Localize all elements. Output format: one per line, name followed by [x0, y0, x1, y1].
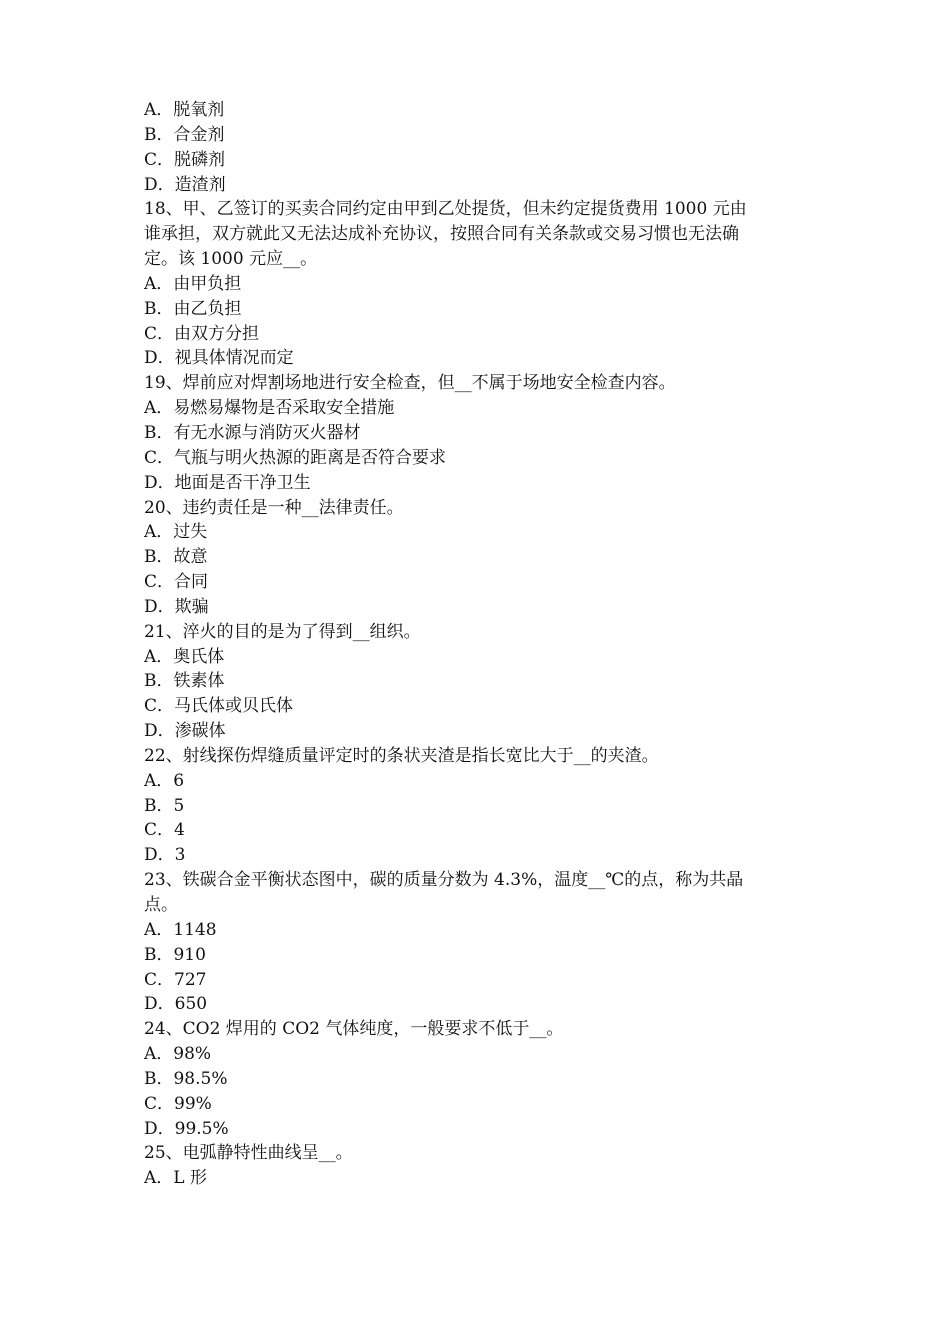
question-line: 23、铁碳合金平衡状态图中，碳的质量分数为 4.3%，温度__℃的点，称为共晶: [144, 870, 744, 891]
option-line: A．L 形: [144, 1168, 207, 1189]
option-line: B．故意: [144, 547, 208, 568]
option-line: A．6: [144, 770, 185, 791]
option-line: C．99%: [144, 1093, 212, 1114]
option-line: D．渗碳体: [144, 721, 226, 742]
option-line: A．98%: [144, 1044, 212, 1065]
question-line: 24、CO2 焊用的 CO2 气体纯度，一般要求不低于__。: [144, 1019, 564, 1040]
option-line: B．910: [144, 944, 206, 965]
option-line: C．合同: [144, 572, 209, 593]
option-line: B．98.5%: [144, 1068, 228, 1089]
option-line: D．650: [144, 994, 208, 1015]
option-line: A．过失: [144, 522, 208, 543]
option-line: A．奥氏体: [144, 646, 225, 667]
document-body: [144, 98, 816, 1191]
question-line: 22、射线探伤焊缝质量评定时的条状夹渣是指长宽比大于__的夹渣。: [144, 745, 659, 766]
option-line: C．马氏体或贝氏体: [144, 696, 294, 717]
option-line: B．由乙负担: [144, 298, 242, 319]
question-line: 点。: [144, 895, 178, 915]
question-line: 25、电弧静特性曲线呈__。: [144, 1143, 353, 1164]
option-line: A．由甲负担: [144, 273, 242, 294]
question-line: 20、违约责任是一种__法律责任。: [144, 497, 404, 518]
option-line: D．3: [144, 845, 186, 866]
option-line: D．造渣剂: [144, 174, 226, 195]
option-line: D．99.5%: [144, 1118, 229, 1139]
option-line: C．由双方分担: [144, 323, 260, 344]
option-line: B．铁素体: [144, 671, 225, 692]
option-line: C．4: [144, 820, 185, 841]
question-line: 21、淬火的目的是为了得到__组织。: [144, 621, 421, 642]
option-line: C．脱磷剂: [144, 149, 226, 170]
question-line: 18、甲、乙签订的买卖合同约定由甲到乙处提货，但未约定提货费用 1000 元由: [144, 199, 747, 220]
option-line: A．易燃易爆物是否采取安全措施: [144, 398, 395, 419]
option-line: A．脱氧剂: [144, 100, 225, 120]
option-line: B．5: [144, 795, 185, 816]
option-line: D．欺骗: [144, 596, 209, 617]
option-line: D．视具体情况而定: [144, 348, 294, 369]
option-line: D．地面是否干净卫生: [144, 472, 311, 493]
option-line: C．气瓶与明火热源的距离是否符合要求: [144, 447, 447, 468]
question-line: 定。该 1000 元应__。: [144, 249, 318, 270]
option-line: B．合金剂: [144, 124, 225, 145]
option-line: A．1148: [144, 919, 217, 940]
option-line: C．727: [144, 969, 207, 990]
question-line: 谁承担，双方就此又无法达成补充协议，按照合同有关条款或交易习惯也无法确: [144, 224, 739, 245]
question-line: 19、焊前应对焊割场地进行安全检查，但__不属于场地安全检查内容。: [144, 373, 676, 394]
option-line: B．有无水源与消防灭火器材: [144, 422, 361, 443]
